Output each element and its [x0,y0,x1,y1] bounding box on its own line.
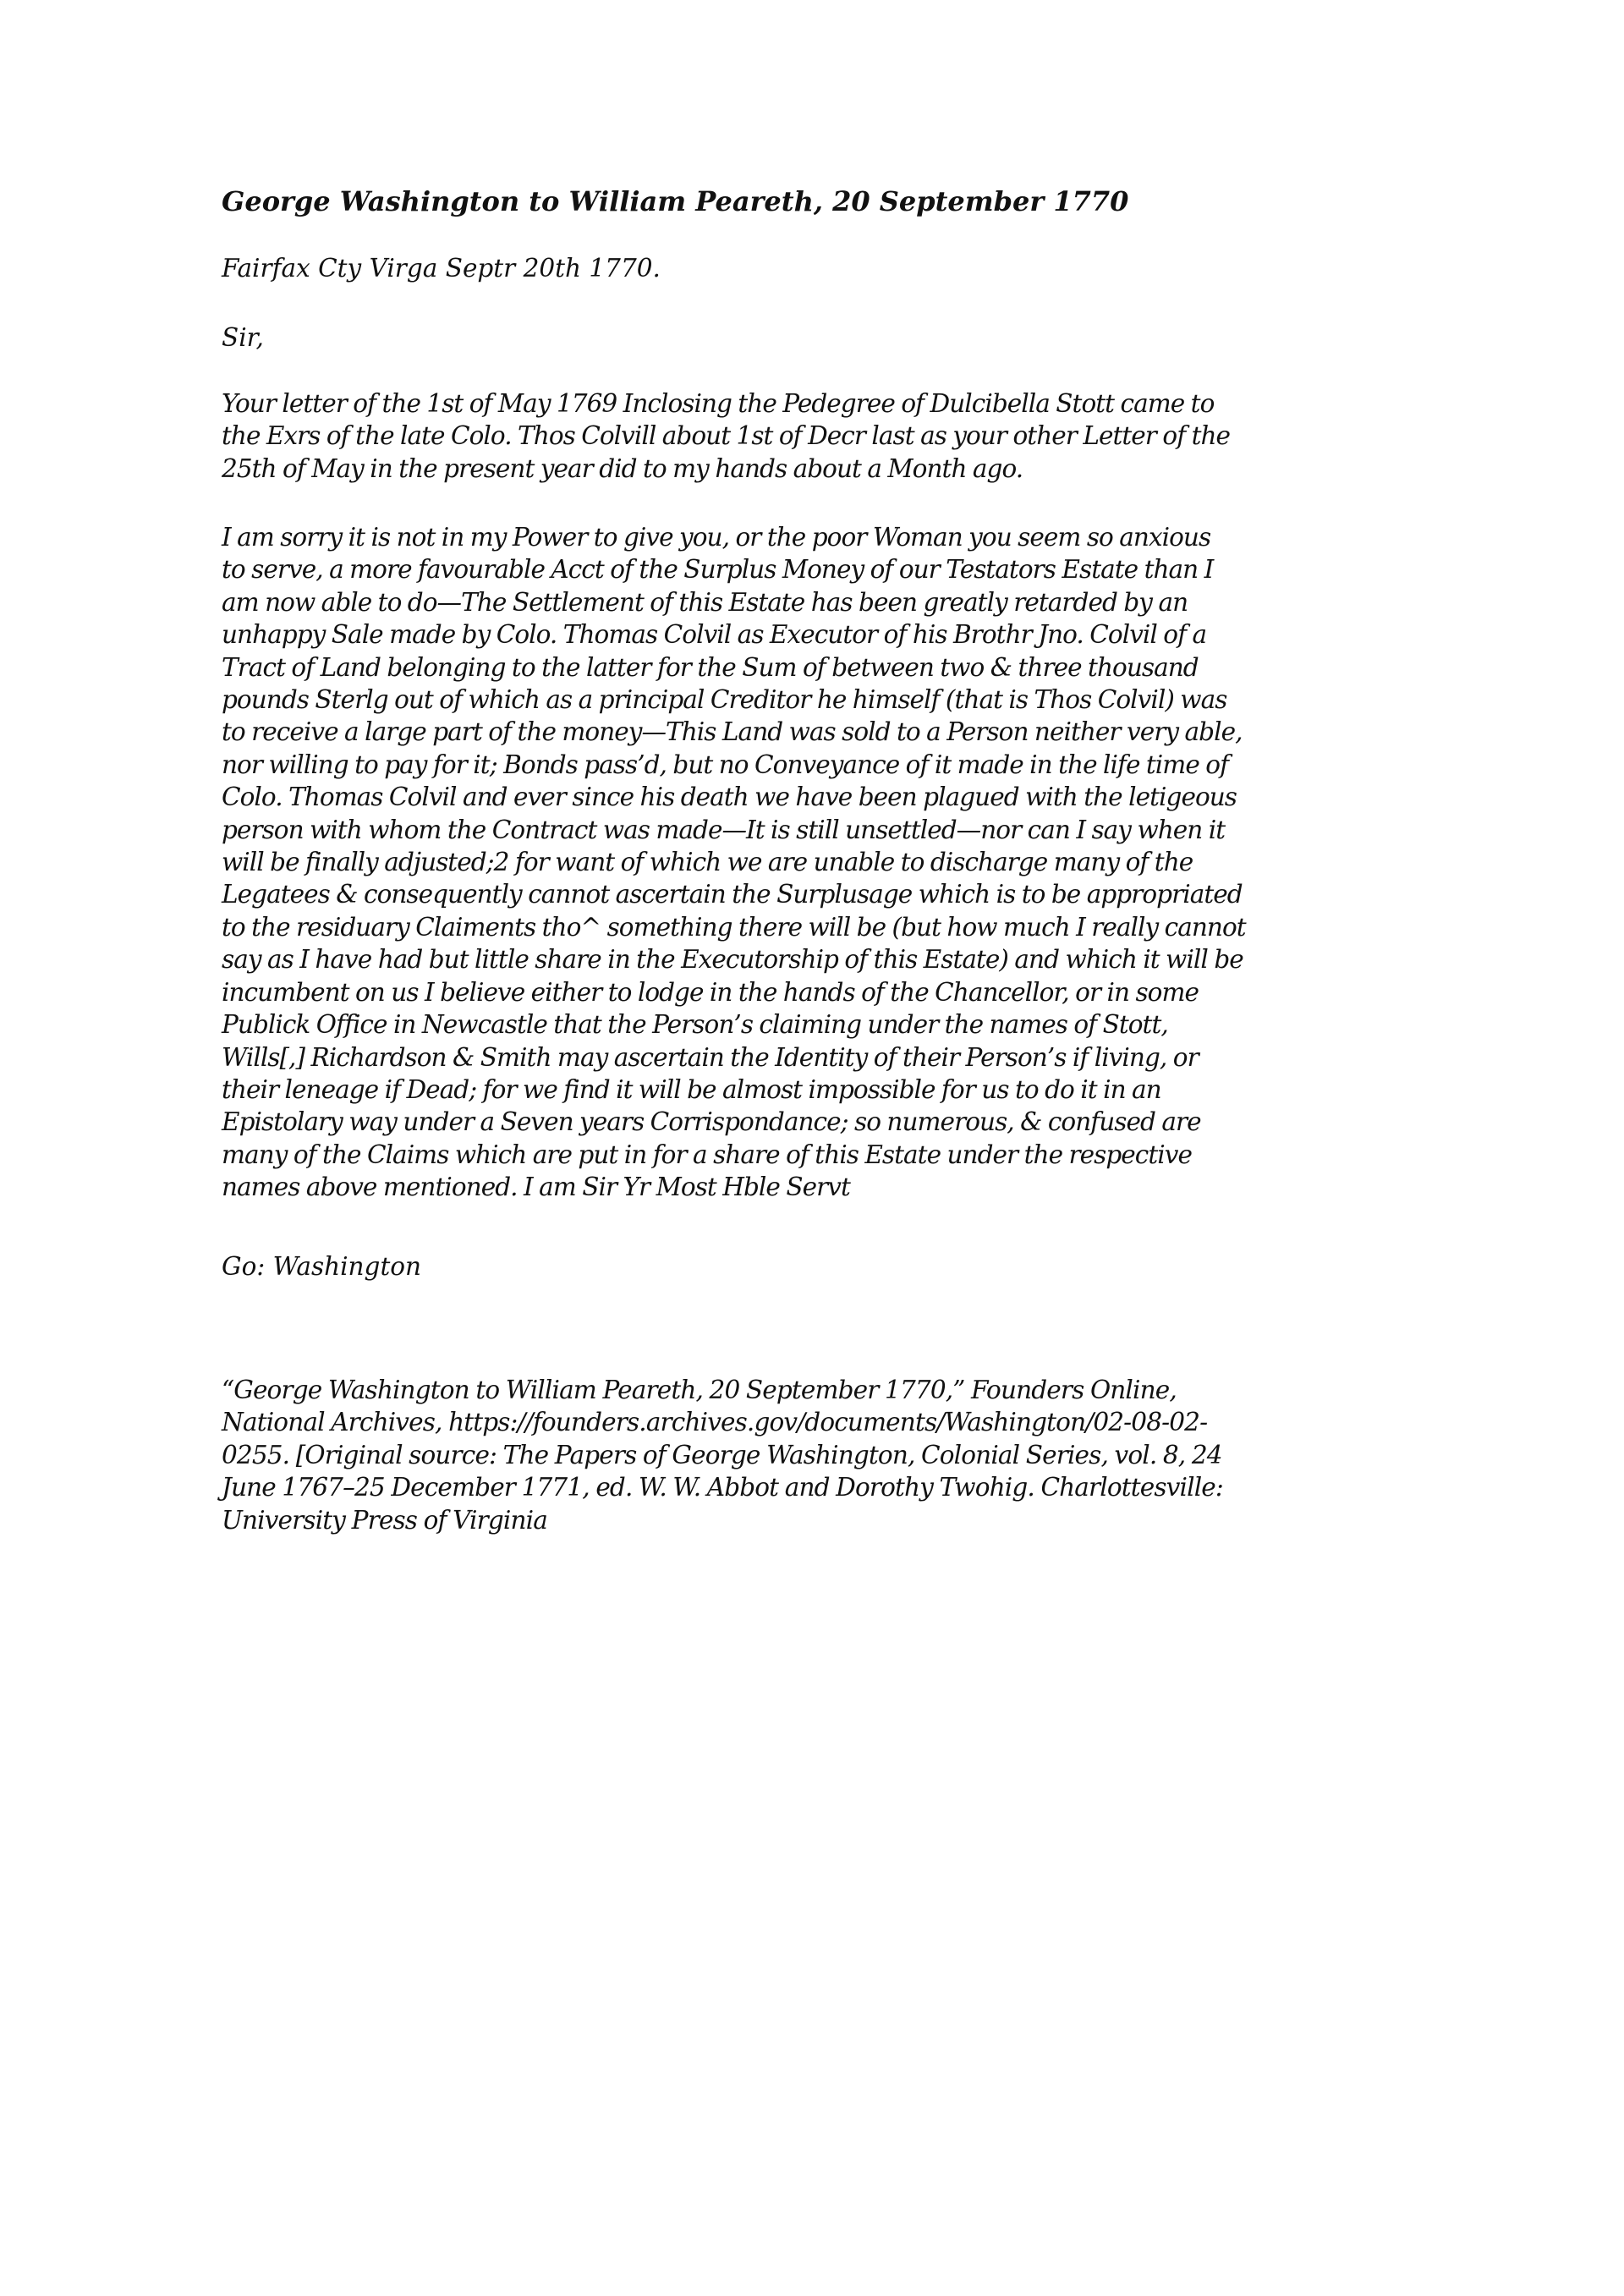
text-line: will be finally adjusted;2 for want of which we are unable to discharge many of the [222,848,1193,877]
text-line: 25th of May in the present year did to my hands about a Month ago. [222,453,1023,483]
text-line: say as I have had but little share in the Executorship of this Estate) and which it will be [222,945,1243,975]
letter-signature: Go: Washington [222,1252,422,1281]
citation-line: “George Washington to William Peareth, 20 September 1770,” Founders Online, [222,1376,1177,1404]
text-line: pounds Sterlg out of which as a principal Creditor he himself (that is Thos Colvil) was [222,685,1227,715]
text-line: Epistolary way under a Seven years Corrispondance; so numerous, & confused are [222,1107,1201,1137]
text-line: Colo. Thomas Colvil and ever since his death we have been plagued with the letigeous [222,783,1237,812]
citation-line: National Archives, https://founders.archives.gov/documents/Washington/02-08-02- [222,1408,1208,1437]
text-line: to receive a large part of the money—This Land was sold to a Person neither very able, [222,717,1243,747]
text-line: their leneage if Dead; for we find it will be almost impossible for us to do it in an [222,1074,1161,1104]
letter-dateline: Fairfax Cty Virga Septr 20th 1770. [222,254,661,283]
text-line: I am sorry it is not in my Power to give you, or the poor Woman you seem so anxious [222,523,1211,552]
text-line: Legatees & consequently cannot ascertain the Surplusage which is to be appropriated [222,880,1243,909]
citation-line: University Press of Virginia [222,1505,547,1535]
text-line: Tract of Land belonging to the latter for the Sum of between two & three thousand [222,652,1199,682]
text-line: the Exrs of the late Colo. Thos Colvill about 1st of Decr last as your other Letter of the [222,421,1231,451]
citation-line: June 1767–25 December 1771, ed. W. W. Abbot and Dorothy Twohig. Charlottesville: [222,1473,1223,1502]
citation-line: 0255. [Original source: The Papers of George Washington, Colonial Series, vol. 8, 24 [222,1440,1222,1469]
text-line: Publick Office in Newcastle that the Person’s claiming under the names of Stott, [222,1010,1168,1040]
text-line: many of the Claims which are put in for a share of this Estate under the respective [222,1140,1192,1169]
document-title: George Washington to William Peareth, 20 September 1770 [222,185,1129,217]
text-line: person with whom the Contract was made—It is still unsettled—nor can I say when it [222,815,1226,844]
text-line: names above mentioned. I am Sir Yr Most Hble Servt [222,1173,850,1202]
text-line: unhappy Sale made by Colo. Thomas Colvil as Executor of his Brothr Jno. Colvil of a [222,620,1207,650]
letter-paragraph-1 [222,387,1230,485]
source-citation [222,1374,1223,1536]
text-line: Wills[,] Richardson & Smith may ascertain the Identity of their Person’s if living, or [222,1042,1199,1072]
text-line: to the residuary Claiments tho^ something there will be (but how much I really cannot [222,912,1246,942]
letter-paragraph-2 [222,521,1246,1204]
text-line: nor willing to pay for it; Bonds pass’d, but no Conveyance of it made in the life time of [222,750,1229,779]
letter-salutation: Sir, [222,323,264,352]
text-line: Your letter of the 1st of May 1769 Inclosing the Pedegree of Dulcibella Stott came to [222,389,1215,418]
text-line: am now able to do—The Settlement of this Estate has been greatly retarded by an [222,587,1188,617]
text-line: incumbent on us I believe either to lodge in the hands of the Chancellor, or in some [222,977,1199,1007]
text-line: to serve, a more favourable Acct of the Surplus Money of our Testators Estate than I [222,555,1214,585]
letter-page [222,184,1406,1535]
